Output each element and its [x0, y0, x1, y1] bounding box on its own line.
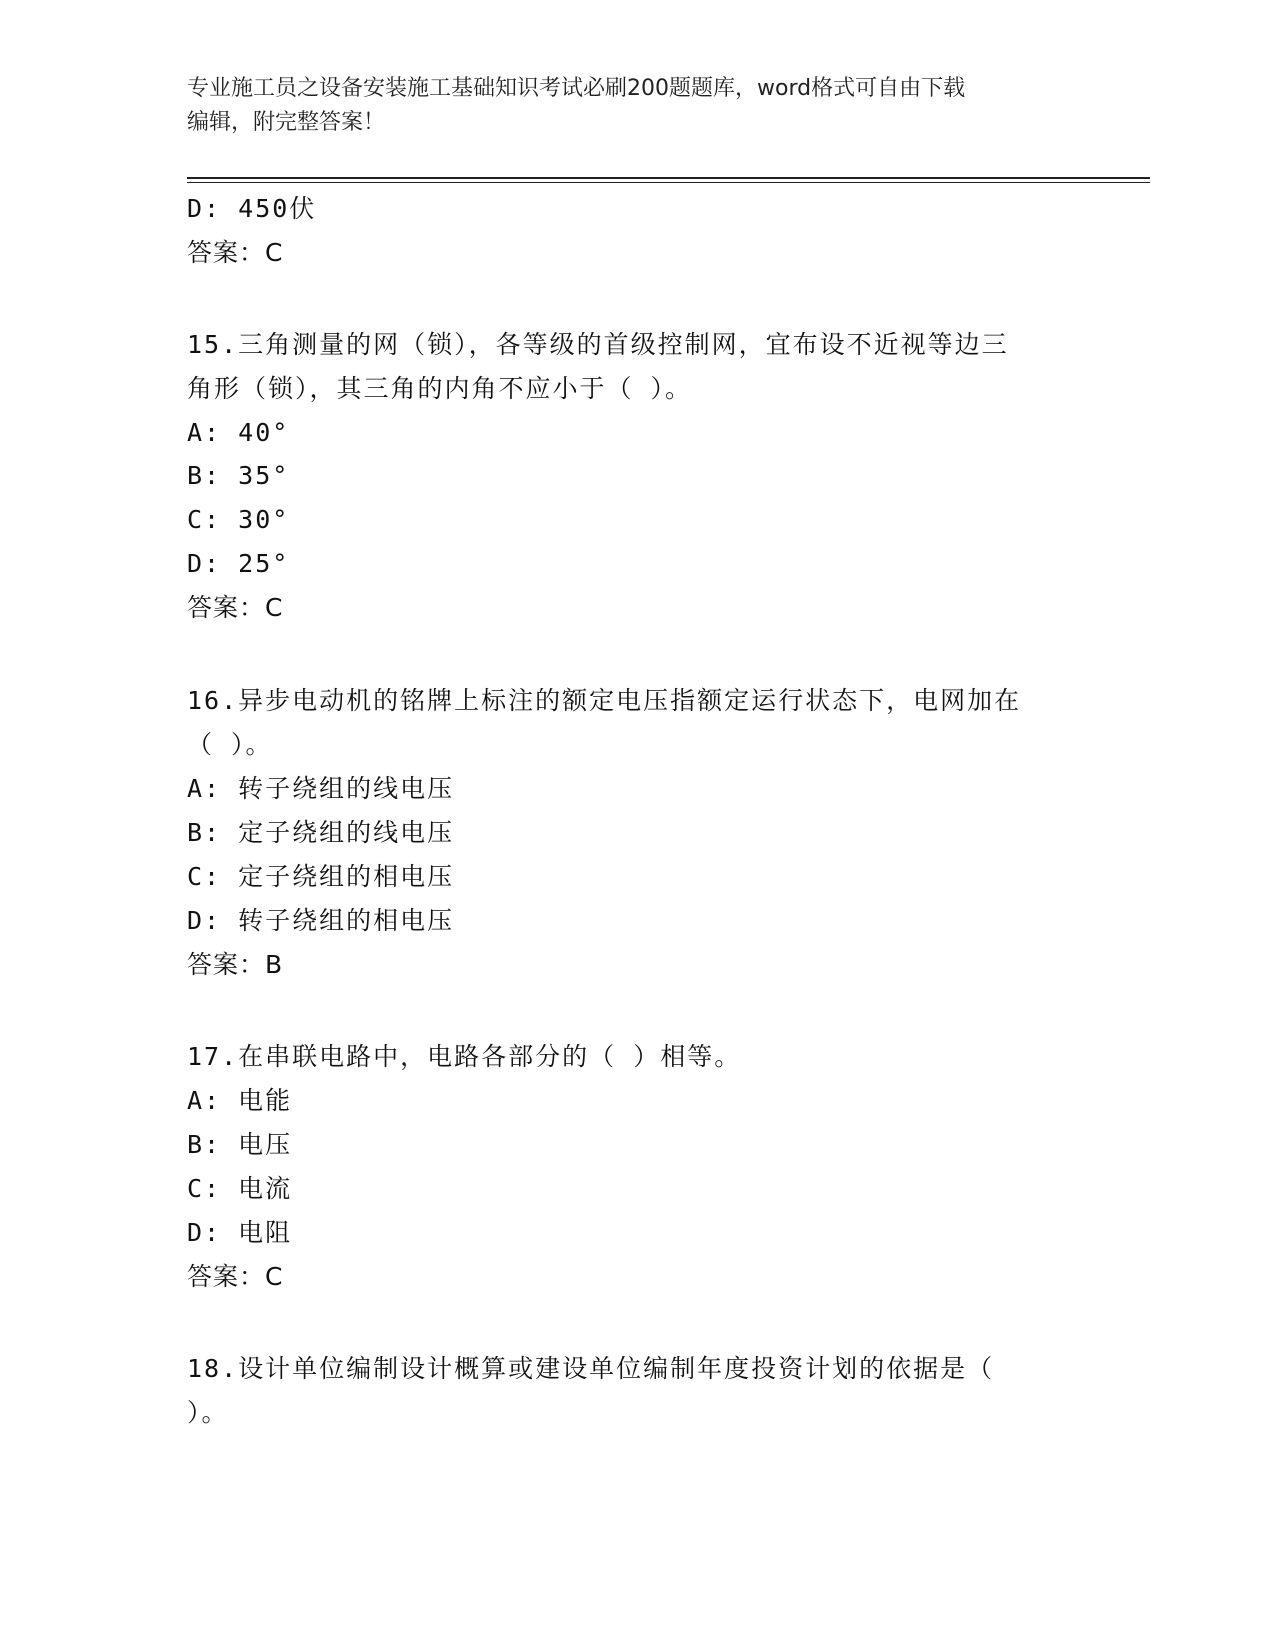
q16-option-b: B: 定子绕组的线电压 — [187, 818, 455, 847]
prev-answer: 答案：C — [187, 238, 284, 267]
q16-option-c: C: 定子绕组的相电压 — [187, 862, 455, 891]
q16-stem-line-1: 16.异步电动机的铭牌上标注的额定电压指额定运行状态下，电网加在 — [187, 686, 1022, 715]
q18-stem-line-2: ）。 — [187, 1398, 229, 1427]
document-header — [187, 72, 1087, 140]
q16-option-a: A: 转子绕组的线电压 — [187, 774, 455, 803]
q17-answer: 答案：C — [187, 1262, 284, 1291]
q17-option-a: A: 电能 — [187, 1086, 293, 1115]
q15-stem-line-2: 角形（锁），其三角的内角不应小于（ ）。 — [187, 374, 693, 403]
q18-stem-line-1: 18.设计单位编制设计概算或建设单位编制年度投资计划的依据是（ — [187, 1354, 995, 1383]
q15-option-a: A: 40° — [187, 418, 290, 447]
q15-option-d: D: 25° — [187, 549, 290, 578]
header-line-1: 专业施工员之设备安装施工基础知识考试必刷200题题库，word格式可自由下载 — [187, 76, 966, 101]
header-divider-top — [187, 177, 1150, 179]
q17-option-b: B: 电压 — [187, 1130, 293, 1159]
prev-option-d: D: 450伏 — [187, 194, 317, 223]
header-divider-bottom — [187, 182, 1150, 183]
q16-stem-line-2: （ ）。 — [187, 730, 273, 759]
q17-option-c: C: 电流 — [187, 1174, 293, 1203]
q15-option-b: B: 35° — [187, 461, 290, 490]
q17-option-d: D: 电阻 — [187, 1218, 293, 1247]
q16-option-d: D: 转子绕组的相电压 — [187, 906, 455, 935]
q15-answer: 答案：C — [187, 593, 284, 622]
q15-option-c: C: 30° — [187, 505, 290, 534]
q15-stem-line-1: 15.三角测量的网（锁），各等级的首级控制网，宜布设不近视等边三 — [187, 330, 1009, 359]
header-line-2: 编辑，附完整答案！ — [187, 110, 386, 135]
q16-answer: 答案：B — [187, 950, 284, 979]
q17-stem-line-1: 17.在串联电路中，电路各部分的（ ）相等。 — [187, 1042, 742, 1071]
